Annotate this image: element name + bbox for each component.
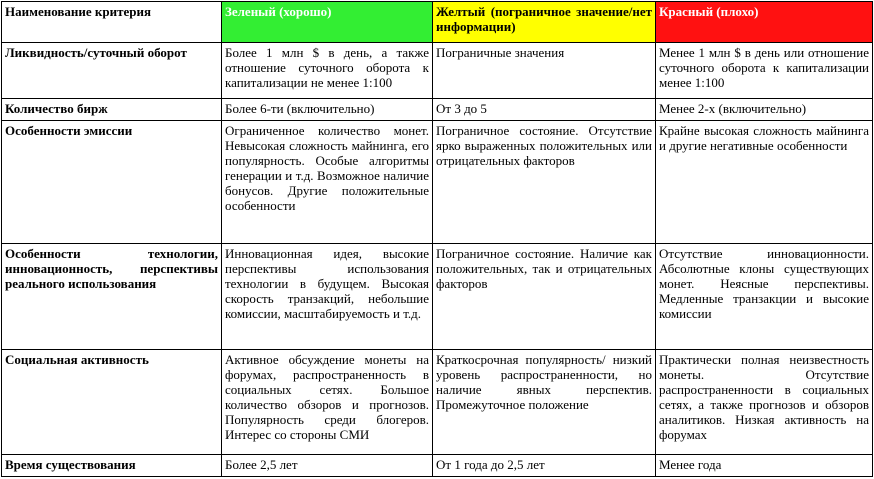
table-row xyxy=(2,350,873,454)
table-row xyxy=(2,244,873,350)
table-row xyxy=(2,42,873,99)
criterion-cell: Социальная активность xyxy=(2,350,222,454)
red-cell: Практически полная неизвестность монеты. Отсутствие распространенности в социальных сетях, а также прогнозов и обзоров аналитиков. Низкая активность на форумах xyxy=(656,350,873,454)
red-cell: Менее 1 млн $ в день или отношение суточного оборота к капитализации менее 1:100 xyxy=(656,42,873,99)
table-row xyxy=(2,99,873,121)
green-cell: Более 1 млн $ в день, а также отношение суточного оборота к капитализации не менее 1:100 xyxy=(222,42,433,99)
criterion-cell: Особенности технологии, инновационность, перспективы реального использования xyxy=(2,244,222,350)
criterion-cell: Особенности эмиссии xyxy=(2,121,222,244)
yellow-cell: От 3 до 5 xyxy=(433,99,656,121)
header-yellow-cell: Желтый (пограничное значение/нет информации) xyxy=(433,2,656,43)
green-cell: Инновационная идея, высокие перспективы использования технологии в будущем. Высокая скорость транзакций, небольшие комиссии, масштабируемость и т.д. xyxy=(222,244,433,350)
yellow-cell: От 1 года до 2,5 лет xyxy=(433,454,656,476)
green-cell: Активное обсуждение монеты на форумах, распространенность в социальных сетях. Большое количество обзоров и прогнозов. Популярность среди блогеров. Интерес со стороны СМИ xyxy=(222,350,433,454)
red-cell: Отсутствие инновационности. Абсолютные клоны существующих монет. Неясные перспективы. Медленные транзакции и высокие комиссии xyxy=(656,244,873,350)
green-cell: Ограниченное количество монет. Невысокая сложность майнинга, его популярность. Особые алгоритмы генерации и т.д. Возможное наличие бонусов. Другие положительные особенности xyxy=(222,121,433,244)
header-row xyxy=(2,2,873,43)
criteria-table xyxy=(1,1,873,477)
criterion-cell: Ликвидность/суточный оборот xyxy=(2,42,222,99)
red-cell: Менее года xyxy=(656,454,873,476)
yellow-cell: Краткосрочная популярность/ низкий уровень распространенности, но наличие явных перспектив. Промежуточное положение xyxy=(433,350,656,454)
green-cell: Более 6-ти (включительно) xyxy=(222,99,433,121)
yellow-cell: Пограничное состояние. Отсутствие ярко выраженных положительных или отрицательных факторов xyxy=(433,121,656,244)
header-criterion-cell: Наименование критерия xyxy=(2,2,222,43)
yellow-cell: Пограничные значения xyxy=(433,42,656,99)
red-cell: Менее 2-х (включительно) xyxy=(656,99,873,121)
header-red-cell: Красный (плохо) xyxy=(656,2,873,43)
header-green-cell: Зеленый (хорошо) xyxy=(222,2,433,43)
criterion-cell: Время существования xyxy=(2,454,222,476)
table-row xyxy=(2,121,873,244)
yellow-cell: Пограничное состояние. Наличие как положительных, так и отрицательных факторов xyxy=(433,244,656,350)
green-cell: Более 2,5 лет xyxy=(222,454,433,476)
table-row xyxy=(2,454,873,476)
criterion-cell: Количество бирж xyxy=(2,99,222,121)
red-cell: Крайне высокая сложность майнинга и другие негативные особенности xyxy=(656,121,873,244)
